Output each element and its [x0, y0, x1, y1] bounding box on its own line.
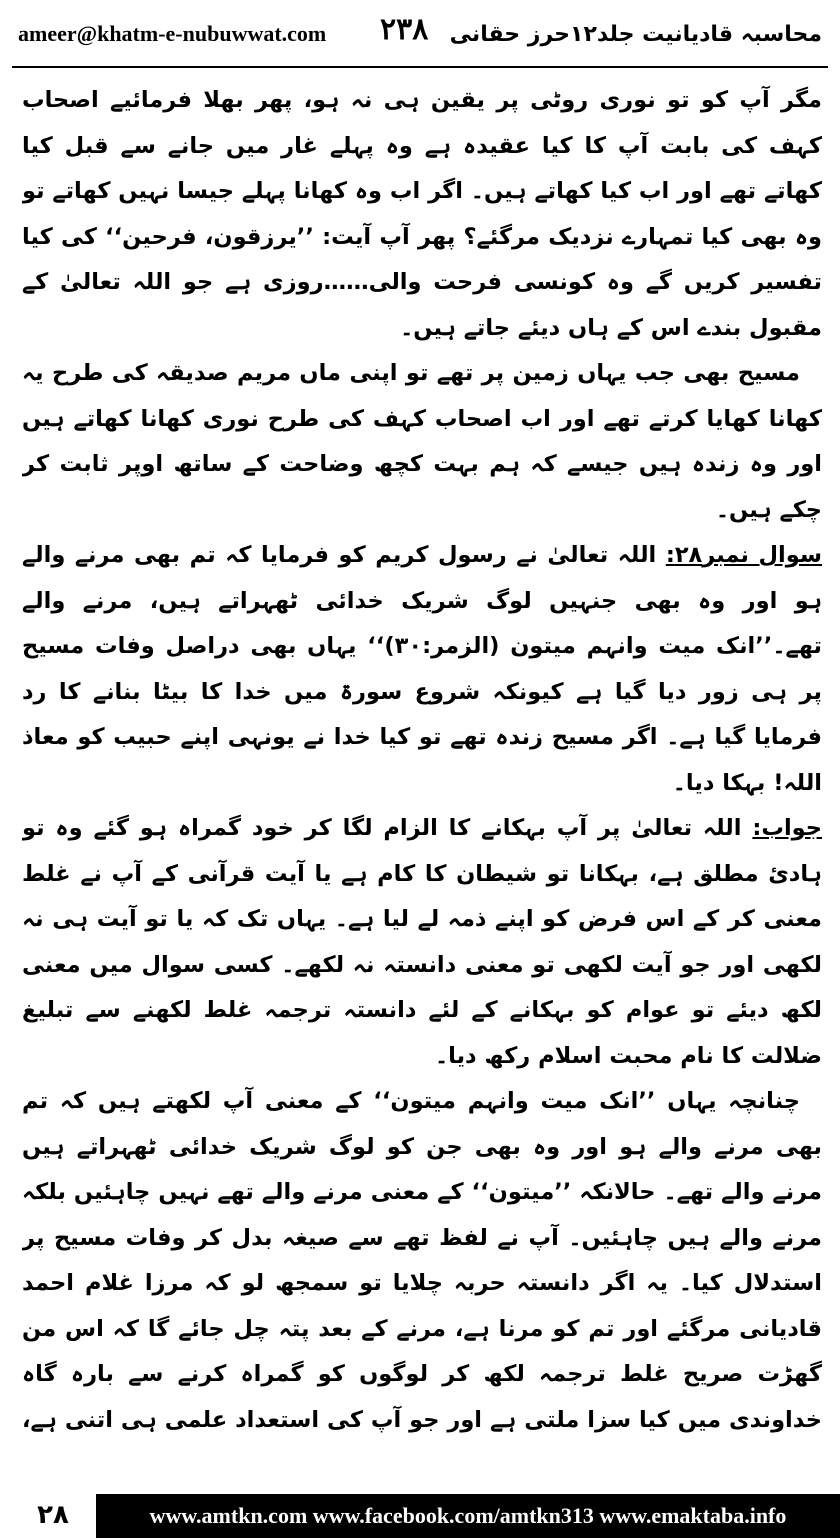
question-28-label: سوال نمبر۲۸: [665, 542, 822, 568]
footer-bar [96, 1494, 840, 1538]
answer-label: جواب: [752, 815, 822, 841]
page-footer [0, 1490, 840, 1540]
header-page-number: ۲۳۸ [380, 12, 429, 47]
page-body [22, 78, 822, 1448]
paragraph-2: مسیح بھی جب یہاں زمین پر تھے تو اپنی ماں مریم صدیقہ کی طرح یہ کھانا کھایا کرتے تھے اور اب اصحاب کہف کی طرح نوری کھانا کھاتے ہیں اور وہ زندہ ہیں جیسے کہ ہم بہت کچھ وضاحت کے ساتھ اوپر ثابت کر چکے ہیں۔ [22, 360, 822, 523]
question-28 [22, 533, 822, 806]
page-header [0, 0, 840, 68]
header-email: ameer@khatm-e-nubuwwat.com [18, 21, 327, 46]
footer-links: www.amtkn.com www.facebook.com/amtkn313 www.emaktaba.info [149, 1503, 787, 1528]
paragraph-1: مگر آپ کو تو نوری روٹی پر یقین ہی نہ ہو، پھر بھلا فرمائیے اصحاب کہف کی بابت آپ کا کیا عقیدہ ہے وہ پہلے غار میں جانے سے قبل کیا کھاتے تھے اور اب کیا کھاتے ہیں۔ اگر اب وہ کھانا پہلے جیسا نہیں کھاتے تو وہ بھی کیا تمہارے نزدیک مرگئے؟ پھر آپ آیت: ’’یرزقون، فرحین‘‘ کی کیا تفسیر کریں گے وہ کونسی فرحت والی……روزی ہے جو اللہ تعالیٰ کے مقبول بندے اس کے ہاں دیئے جاتے ہیں۔ [22, 87, 822, 341]
answer [22, 806, 822, 1079]
header-book-title: محاسبہ قادیانیت جلد۱۲حرز حقانی [449, 21, 822, 47]
question-28-text: اللہ تعالیٰ نے رسول کریم کو فرمایا کہ تم بھی مرنے والے ہو اور وہ بھی جنہیں لوگ شریک خدائی ٹھہراتے ہیں، مرنے والے تھے۔’’انک میت وانہم میتون (الزمر:۳۰)‘‘ یہاں بھی دراصل وفات مسیح پر ہی زور دیا گیا ہے کیونکہ شروع سورۃ میں خدا کا بیٹا بنانے کا رد فرمایا گیا ہے۔ اگر مسیح زندہ تھے تو کیا خدا نے یونہی اپنے حبیب کو معاذ اللہ! بہکا دیا۔ [22, 542, 822, 796]
footer-page-number: ۲۸ [37, 1500, 69, 1530]
paragraph-3: چنانچہ یہاں ’’انک میت وانہم میتون‘‘ کے معنی آپ لکھتے ہیں کہ تم بھی مرنے والے ہو اور وہ بھی جن کو لوگ شریک خدائی ٹھہراتے ہیں مرنے والے تھے۔ حالانکہ ’’میتون‘‘ کے معنی مرنے والے تھے نہیں چاہئیں بلکہ مرنے والے ہیں چاہئیں۔ آپ نے لفظ تھے سے صیغہ بدل کر وفات مسیح پر استدلال کیا۔ یہ اگر دانستہ حربہ چلایا تو سمجھ لو کہ مرزا غلام احمد قادیانی مرگئے اور تم کو مرنا ہے، مرنے کے بعد پتہ چل جائے گا کہ اس من گھڑت صریح غلط ترجمہ لکھ کر لوگوں کو گمراہ کرنے سے بارہ گاہ خداوندی میں کیا سزا ملتی ہے اور جو آپ کی استعداد علمی ہی اتنی ہے، [22, 1088, 822, 1433]
header-divider [12, 66, 828, 68]
answer-text: اللہ تعالیٰ پر آپ بہکانے کا الزام لگا کر خود گمراہ ہو گئے وہ تو ہادیٔ مطلق ہے، بہکانا تو شیطان کا کام ہے یا آیت قرآنی کے آپ نے غلط معنی کر کے اس فرض کو اپنے ذمہ لے لیا ہے۔ یہاں تک کہ یا تو آیت ہی نہ لکھی اور جو آیت لکھی تو معنی دانستہ نہ لکھے۔ کسی سوال میں معنی لکھ دیئے تو عوام کو بہکانے کے لئے دانستہ ترجمہ غلط لکھنے سے تبلیغ ضلالت کا نام محبت اسلام رکھ دیا۔ [22, 815, 822, 1069]
